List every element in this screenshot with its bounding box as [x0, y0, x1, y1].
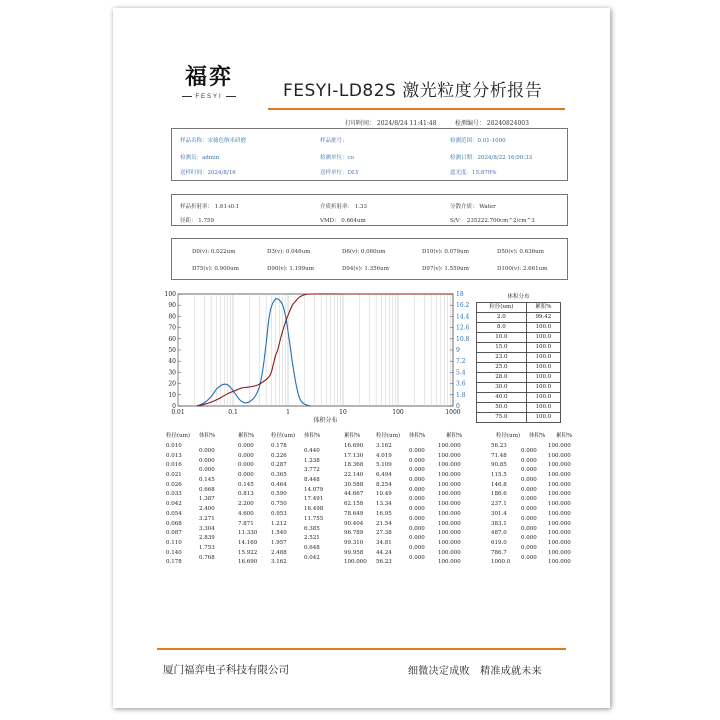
- grid-cell: 0.000: [409, 496, 425, 503]
- dist-size-cell: 40.0: [477, 393, 527, 403]
- dist-size-cell: 15.0: [477, 343, 527, 353]
- grid-cell: 383.1: [491, 520, 507, 527]
- dist-size-cell: 23.0: [477, 353, 527, 363]
- dist-row: [477, 373, 561, 383]
- dist-row: [477, 383, 561, 393]
- grid-cell: 0.000: [409, 477, 425, 484]
- dist-header-cum: 累积%: [526, 303, 560, 313]
- y-left-tick-label: 50: [168, 347, 176, 354]
- grid-column-col2-vol: [304, 447, 323, 563]
- grid-cell: 100.000: [438, 530, 461, 537]
- grid-cell: 619.0: [491, 539, 507, 546]
- grid-cell: 0.033: [166, 491, 182, 498]
- grid-cell: 100.000: [438, 481, 461, 488]
- grid-cell: 56.23: [376, 559, 392, 566]
- delivery-unit: 送样单位：DLY: [320, 170, 359, 176]
- footer-divider: [157, 648, 566, 650]
- sample-batch: 样品批号：: [320, 138, 348, 144]
- x-tick-label: 1000: [445, 409, 461, 416]
- grid-column-col2-cum: [344, 442, 367, 568]
- logo-chinese: 福弈: [184, 64, 233, 90]
- y-right-tick-label: 10.8: [456, 335, 470, 343]
- x-axis-label: 体积分布: [313, 417, 338, 424]
- grid-cell: 0.000: [409, 486, 425, 493]
- test-number: 检测编号： 20240824003: [455, 120, 529, 127]
- grid-cell: 1.387: [199, 496, 215, 503]
- grid-cell: 1.957: [271, 539, 287, 546]
- grid-cell: 0.000: [199, 448, 215, 454]
- grid-cell: 146.8: [491, 481, 507, 488]
- x-tick-label: 0.01: [171, 409, 185, 416]
- grid-cell: 0.068: [166, 520, 182, 527]
- grid-cell: 0.464: [271, 481, 287, 488]
- grid-cell: 21.54: [376, 520, 392, 527]
- grid-cell: 100.000: [438, 491, 461, 498]
- dist-size-cell: 25.0: [477, 363, 527, 373]
- grid-cell: 0.087: [166, 530, 182, 537]
- grid-cell: 0.000: [409, 506, 425, 513]
- grid-cell: 100.000: [438, 452, 461, 459]
- grid-cell: 100.000: [548, 510, 571, 517]
- grid-header: 累积%: [344, 433, 361, 439]
- grid-cell: 100.000: [438, 462, 461, 469]
- grid-cell: 2.400: [199, 506, 215, 513]
- grid-cell: 1.212: [271, 520, 287, 527]
- grid-cell: 0.000: [409, 535, 425, 542]
- grid-cell: 0.178: [271, 443, 287, 449]
- d6: D6(v): 0.060um: [342, 249, 386, 255]
- dist-row: [477, 393, 561, 403]
- span: 径距： 1.759: [180, 218, 214, 224]
- grid-cell: 17.130: [344, 452, 364, 459]
- grid-cell: 0.287: [271, 462, 287, 469]
- y-left-tick-label: 30: [168, 369, 176, 377]
- grid-cell: 100.000: [548, 491, 571, 498]
- grid-cell: 100.000: [438, 549, 461, 556]
- test-date: 检测日期：2024/8/22 16:00:33: [450, 155, 533, 161]
- dist-table-title: 体积分布: [507, 294, 530, 300]
- grid-cell: 0.000: [521, 448, 537, 454]
- grid-cell: 78.649: [344, 510, 364, 517]
- grid-cell: 16.690: [238, 559, 258, 566]
- report-page: [113, 8, 610, 708]
- operator: 检测员：admin: [180, 155, 220, 161]
- grid-cell: 0.000: [521, 544, 537, 551]
- grid-cell: 100.000: [548, 481, 571, 488]
- grid-column-col1-cum: [238, 442, 257, 568]
- grid-cell: 0.648: [304, 544, 320, 551]
- plot-frame: [178, 294, 453, 406]
- grid-cell: 2.200: [238, 501, 254, 508]
- grid-cell: 22.140: [344, 472, 364, 479]
- grid-cell: 0.010: [166, 443, 182, 449]
- dist-cum-cell: 100.0: [526, 343, 560, 353]
- delivery-time: 送样时间：2024/8/16: [180, 170, 236, 176]
- grid-cell: 0.813: [238, 491, 254, 498]
- grid-cell: 90.85: [491, 462, 507, 469]
- grid-cell: 3.162: [271, 559, 287, 566]
- grid-cell: 115.5: [491, 472, 507, 479]
- y-right-tick-label: 18: [456, 291, 464, 298]
- grid-cell: 0.016: [166, 462, 182, 469]
- dist-size-cell: 28.0: [477, 373, 527, 383]
- grid-column-col3-cum: [438, 442, 461, 568]
- grid-cell: 100.000: [548, 559, 571, 566]
- grid-cell: 487.0: [491, 530, 507, 537]
- surface-volume: S/V： 235222.700cm^2/cm^3: [450, 218, 535, 224]
- grid-cell: 0.000: [521, 496, 537, 503]
- grid-cell: 0.042: [166, 501, 182, 508]
- d100: D100(v): 2.661um: [497, 266, 548, 272]
- grid-cell: 56.23: [491, 443, 507, 449]
- grid-column-col3-vol: [409, 447, 425, 563]
- grid-cell: 1000.0: [491, 559, 511, 566]
- d3: D3(v): 0.046um: [267, 249, 311, 255]
- grid-cell: 100.000: [548, 472, 571, 479]
- grid-cell: 0.000: [521, 554, 537, 561]
- dist-header-row: [477, 303, 561, 313]
- grid-cell: 8.254: [376, 481, 392, 488]
- dist-cum-cell: 100.0: [526, 393, 560, 403]
- grid-header: 累积%: [556, 433, 573, 439]
- grid-cell: 0.000: [521, 515, 537, 522]
- y-right-tick-label: 5.4: [456, 369, 466, 377]
- grid-cell: 100.000: [548, 462, 571, 469]
- grid-cell: 14.079: [304, 486, 324, 493]
- grid-cell: 0.000: [238, 443, 254, 449]
- grid-cell: 11.330: [238, 530, 258, 537]
- grid-cell: 0.750: [271, 501, 287, 508]
- grid-cell: 16.690: [344, 443, 364, 449]
- grid-cell: 0.000: [521, 486, 537, 493]
- grid-cell: 4.019: [376, 452, 392, 459]
- grid-cell: 99.310: [344, 539, 364, 546]
- grid-cell: 100.000: [548, 549, 571, 556]
- test-unit: 检测单位：co: [320, 155, 354, 161]
- dist-row: [477, 363, 561, 373]
- test-range: 检测范围：0.01-1000: [450, 138, 506, 144]
- grid-header: 累积%: [238, 433, 255, 439]
- grid-cell: 0.054: [166, 510, 182, 517]
- grid-cell: 13.34: [376, 501, 392, 508]
- y-left-tick-label: 100: [164, 291, 176, 298]
- d75: D75(v): 0.900um: [192, 266, 239, 272]
- grid-cell: 0.000: [521, 535, 537, 542]
- grid-cell: 0.000: [238, 452, 254, 459]
- grid-header: 体积%: [304, 433, 321, 439]
- grid-cell: 3.772: [304, 467, 320, 474]
- print-time: 打印时间： 2024/8/24 11:41:48: [345, 120, 437, 127]
- grid-cell: 0.140: [166, 549, 182, 556]
- grid-cell: 100.000: [438, 539, 461, 546]
- grid-cell: 0.590: [271, 491, 287, 498]
- grid-column-col3-size: [376, 442, 392, 568]
- grid-cell: 237.1: [491, 501, 507, 508]
- dist-cum-cell: 100.0: [526, 383, 560, 393]
- grid-cell: 100.000: [438, 510, 461, 517]
- grid-cell: 0.226: [271, 452, 287, 459]
- grid-cell: 100.000: [438, 501, 461, 508]
- x-tick-label: 0.1: [228, 409, 238, 416]
- grid-cell: 27.38: [376, 530, 392, 537]
- grid-cell: 6.494: [376, 472, 392, 479]
- dist-row: [477, 323, 561, 333]
- dispersion-medium: 分散介质： Water: [450, 204, 496, 210]
- y-right-tick-label: 16.2: [456, 302, 470, 310]
- grid-cell: 786.7: [491, 549, 507, 556]
- grid-column-col2-size: [271, 442, 287, 568]
- logo-english: FESYI: [179, 94, 239, 100]
- grid-cell: 4.600: [238, 510, 254, 517]
- grid-cell: 14.169: [238, 539, 258, 546]
- y-right-tick-label: 14.4: [456, 313, 470, 321]
- y-left-tick-label: 90: [168, 302, 176, 310]
- grid-cell: 16.498: [304, 506, 324, 513]
- grid-cell: 0.000: [521, 525, 537, 532]
- grid-cell: 0.026: [166, 481, 182, 488]
- dist-size-cell: 2.0: [477, 313, 527, 323]
- grid-cell: 100.000: [438, 520, 461, 527]
- footer-slogan: 细微决定成败 精准成就未来: [408, 666, 542, 677]
- grid-cell: 0.000: [521, 506, 537, 513]
- obscuration: 遮光度：15.879%: [450, 170, 497, 176]
- grid-cell: 0.000: [409, 515, 425, 522]
- company-logo: [179, 60, 239, 100]
- grid-column-col1-size: [166, 442, 182, 568]
- grid-header: 体积%: [199, 433, 216, 439]
- dist-cum-cell: 99.42: [526, 313, 560, 323]
- grid-header: 体积%: [529, 433, 546, 439]
- grid-cell: 44.24: [376, 549, 392, 556]
- grid-cell: 301.4: [491, 510, 507, 517]
- grid-cell: 8.448: [304, 477, 320, 484]
- medium-refractive-index: 介质折射率： 1.33: [320, 204, 367, 210]
- y-right-tick-label: 7.2: [456, 358, 466, 366]
- grid-cell: 0.000: [521, 467, 537, 474]
- dist-row: [477, 413, 561, 423]
- grid-cell: 0.768: [199, 554, 215, 561]
- volume-distribution-curve: [197, 299, 312, 406]
- grid-cell: 0.953: [271, 510, 287, 517]
- dist-cum-cell: 100.0: [526, 363, 560, 373]
- grid-cell: 0.000: [409, 525, 425, 532]
- grid-cell: 100.000: [548, 452, 571, 459]
- grid-column-col4-cum: [548, 442, 571, 568]
- grid-cell: 100.000: [548, 530, 571, 537]
- dist-size-cell: 8.0: [477, 323, 527, 333]
- d90: D90(v): 1.199um: [267, 266, 314, 272]
- volume-distribution-table: [476, 292, 561, 423]
- particle-size-chart: [163, 290, 473, 428]
- grid-cell: 0.000: [409, 544, 425, 551]
- dist-cum-cell: 100.0: [526, 413, 560, 423]
- grid-cell: 5.109: [376, 462, 392, 469]
- grid-cell: 0.145: [199, 477, 215, 484]
- x-tick-label: 10: [339, 409, 347, 416]
- y-left-tick-label: 20: [168, 380, 176, 388]
- percentiles-box: [171, 238, 568, 280]
- grid-cell: 0.000: [409, 554, 425, 561]
- y-left-tick-label: 40: [168, 358, 176, 366]
- grid-column-col4-size: [491, 442, 510, 568]
- sample-name: 样品名称：宋薇色纳米研磨: [180, 138, 247, 144]
- grid-header: 粒径(um): [166, 433, 191, 439]
- grid-cell: 6.385: [304, 525, 320, 532]
- grid-cell: 0.000: [521, 457, 537, 464]
- d97: D97(v): 1.559um: [422, 266, 469, 272]
- y-left-tick-label: 70: [168, 324, 176, 332]
- grid-cell: 0.365: [271, 472, 287, 479]
- grid-cell: 18.368: [344, 462, 364, 469]
- dist-cum-cell: 100.0: [526, 333, 560, 343]
- grid-cell: 100.000: [548, 539, 571, 546]
- dist-row: [477, 313, 561, 323]
- grid-cell: 11.755: [304, 515, 324, 522]
- grid-cell: 2.488: [271, 549, 287, 556]
- grid-cell: 0.000: [409, 448, 425, 454]
- grid-cell: 30.588: [344, 481, 364, 488]
- grid-cell: 10.49: [376, 491, 392, 498]
- grid-cell: 100.000: [548, 443, 571, 449]
- grid-cell: 186.6: [491, 491, 507, 498]
- grid-cell: 44.667: [344, 491, 364, 498]
- grid-column-col1-vol: [199, 447, 215, 563]
- y-left-tick-label: 60: [168, 335, 176, 343]
- grid-cell: 0.668: [199, 486, 215, 493]
- grid-cell: 0.110: [166, 539, 182, 546]
- grid-cell: 2.521: [304, 535, 320, 542]
- grid-cell: 100.000: [344, 559, 367, 566]
- grid-cell: 0.000: [409, 467, 425, 474]
- dist-size-cell: 30.0: [477, 383, 527, 393]
- y-right-tick-label: 12.6: [456, 324, 470, 332]
- y-right-tick-label: 9: [456, 347, 460, 354]
- optics-box: [171, 194, 568, 226]
- y-right-tick-label: 3.6: [456, 380, 466, 388]
- grid-header: 粒径(um): [271, 433, 296, 439]
- grid-header: 粒径(um): [376, 433, 401, 439]
- y-right-tick-label: 0: [456, 403, 460, 410]
- grid-cell: 62.158: [344, 501, 364, 508]
- grid-cell: 100.000: [438, 443, 461, 449]
- grid-cell: 3.162: [376, 443, 392, 449]
- grid-cell: 0.000: [199, 467, 215, 474]
- grid-cell: 100.000: [548, 520, 571, 527]
- grid-cell: 100.000: [548, 501, 571, 508]
- grid-cell: 96.789: [344, 530, 364, 537]
- grid-cell: 1.753: [199, 544, 215, 551]
- x-tick-label: 100: [392, 409, 404, 416]
- grid-cell: 0.000: [238, 462, 254, 469]
- grid-cell: 7.871: [238, 520, 254, 527]
- grid-cell: 34.81: [376, 539, 392, 546]
- grid-header: 体积%: [409, 433, 426, 439]
- grid-column-col4-vol: [521, 447, 537, 563]
- grid-cell: 0.013: [166, 452, 182, 459]
- dist-row: [477, 353, 561, 363]
- dist-size-cell: 75.0: [477, 413, 527, 423]
- dist-row: [477, 343, 561, 353]
- grid-cell: 3.271: [199, 515, 215, 522]
- vmd: VMD： 0.664um: [320, 218, 366, 224]
- dist-row: [477, 403, 561, 413]
- dist-size-cell: 10.0: [477, 333, 527, 343]
- grid-cell: 0.042: [304, 554, 320, 561]
- footer-company: 厦门福弈电子科技有限公司: [163, 664, 289, 676]
- grid-cell: 16.95: [376, 510, 392, 517]
- report-title: FESYI-LD82S 激光粒度分析报告: [283, 81, 543, 101]
- x-tick-label: 1: [286, 409, 290, 416]
- dist-header-size: 粒径(um): [477, 303, 527, 313]
- d10: D10(v): 0.079um: [422, 249, 469, 255]
- grid-cell: 100.000: [438, 559, 461, 566]
- grid-cell: 0.000: [409, 457, 425, 464]
- grid-cell: 15.922: [238, 549, 258, 556]
- grid-header: 粒径(um): [496, 433, 521, 439]
- grid-cell: 71.48: [491, 452, 507, 459]
- grid-cell: 0.440: [304, 448, 320, 454]
- grid-cell: 3.304: [199, 525, 215, 532]
- particle-data-grid: [166, 431, 573, 576]
- grid-cell: 0.000: [521, 477, 537, 484]
- grid-cell: 99.958: [344, 549, 364, 556]
- d94: D94(v): 1.356um: [342, 266, 389, 272]
- grid-cell: 100.000: [438, 472, 461, 479]
- sample-refractive-index: 样品折射率： 1.61-i0.1: [180, 204, 240, 210]
- grid-cell: 0.021: [166, 472, 182, 479]
- dist-cum-cell: 100.0: [526, 323, 560, 333]
- dist-cum-cell: 100.0: [526, 373, 560, 383]
- title-divider: [268, 108, 565, 110]
- grid-header: 累积%: [446, 433, 463, 439]
- grid-cell: 1.540: [271, 530, 287, 537]
- d50: D50(v): 0.636um: [497, 249, 544, 255]
- grid-cell: 17.491: [304, 496, 324, 503]
- dist-size-cell: 50.0: [477, 403, 527, 413]
- sample-info-box: [171, 128, 568, 181]
- y-left-tick-label: 80: [168, 313, 176, 321]
- y-left-tick-label: 10: [168, 391, 176, 399]
- y-left-tick-label: 0: [172, 403, 176, 410]
- dist-cum-cell: 100.0: [526, 353, 560, 363]
- grid-cell: 2.839: [199, 535, 215, 542]
- grid-cell: 0.000: [238, 472, 254, 479]
- y-right-tick-label: 1.8: [456, 391, 466, 399]
- grid-cell: 0.145: [238, 481, 254, 488]
- grid-cell: 0.178: [166, 559, 182, 566]
- dist-cum-cell: 100.0: [526, 403, 560, 413]
- grid-cell: 90.404: [344, 520, 364, 527]
- grid-cell: 0.000: [199, 457, 215, 464]
- grid-cell: 1.238: [304, 457, 320, 464]
- dist-row: [477, 333, 561, 343]
- d0: D0(v): 0.022um: [192, 249, 236, 255]
